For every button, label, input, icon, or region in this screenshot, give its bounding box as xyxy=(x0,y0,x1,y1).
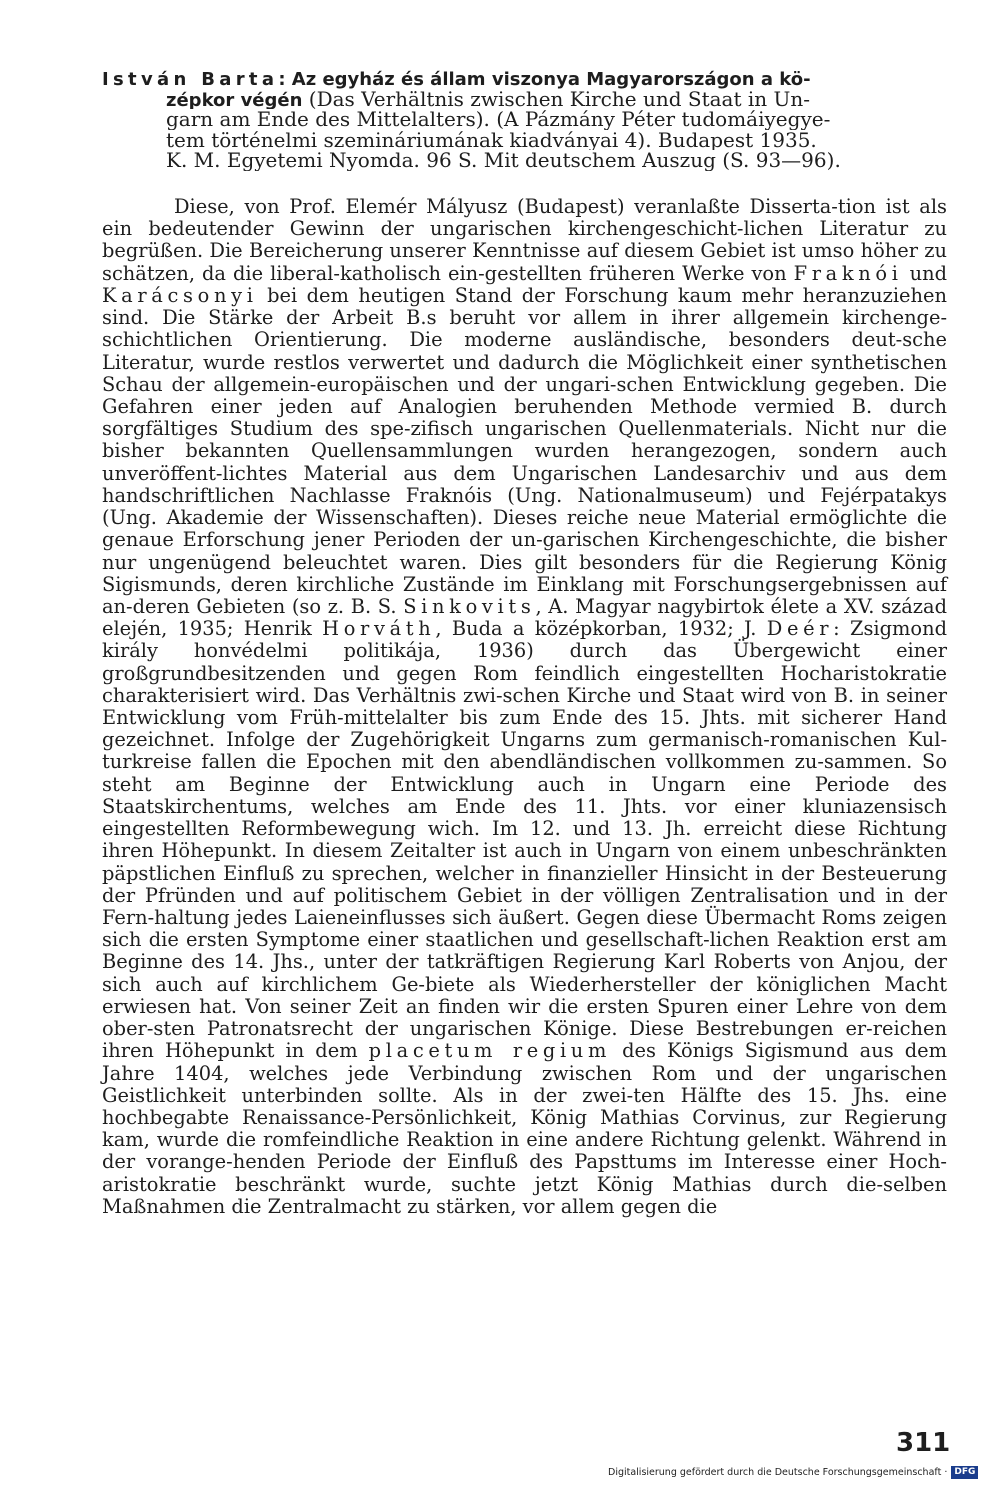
entry-line-1 xyxy=(102,68,948,89)
spaced-name-sinkovits: Sinkovits xyxy=(403,594,536,618)
review-text-6: : Zsigmond király honvédelmi politikája, 1936) durch das Übergewicht einer großgrundbesitzenden und gegen Rom feindlich eingestellten Hocharistokratie charakterisiert wird. Das Verhältnis zwi-schen Kirche und Staat wird von B. in seiner Entwicklung vom Früh-mittelalter bis zum Ende des 15. Jhts. mit sicherer Hand gezeichnet. Infolge der Zugehörigkeit Ungarns zum germanisch-romanischen Kul-turkreise fallen die Epochen mit den abendländischen vollkommen zu-sammen. So steht am Beginne der Entwicklung auch in Ungarn eine Periode des Staatskirchentums, welches am Ende des 11. Jhts. vor einer kluniazensisch eingestellten Reformbewegung wich. Im 12. und 13. Jh. erreicht diese Richtung ihren Höhepunkt. In diesem Zeitalter ist auch in Ungarn von einem unbeschränkten päpstlichen Einfluß zu sprechen, welcher in finanzieller Hinsicht in der Besteuerung der Pfründen und auf politischem Gebiet in der völligen Zentralisation und in der Fern-haltung jedes Laieneinflusses sich äußert. Gegen diese Übermacht Roms zeigen sich die ersten Symptome einer staatlichen und gesellschaft-lichen Reaktion erst am Beginne des 14. Jhs., unter der tatkräftigen Regierung Karl Roberts von Anjou, der sich auch auf kirchlichem Ge-biete als Wiederhersteller der königlichen Macht erwiesen hat. Von seiner Zeit an finden wir die ersten Spuren einer Lehre von dem ober-sten Patronatsrecht der ungarischen Könige. Diese Bestrebungen er-reichen ihren Höhepunkt in dem xyxy=(102,617,948,1063)
spaced-name-karacsonyi: Karácsonyi xyxy=(102,283,258,307)
review-text-7: des Königs Sigismund aus dem Jahre 1404, welches jede Verbindung zwischen Rom und der ungarischen Geistlichkeit unterbinden sollte. Als in der zwei-ten Hälfte des 15. Jhs. eine hochbegabte Renaissance-Persönlichkeit, König Mathias Corvinus, zur Regierung kam, wurde die romfeindliche Reaktion in eine andere Richtung gelenkt. Während in der vorange-henden Periode der Einfluß des Papsttums im Interesse einer Hoch-aristokratie beschränkt wurde, suchte jetzt König Mathias durch die-selben Maßnahmen die Zentralmacht zu stärken, vor allem gegen die xyxy=(102,1039,947,1218)
spaced-name-fraknoi: Fraknói xyxy=(793,261,903,285)
review-text-4: , A. Magyar nagybirtok élete a XV. század elején, 1935; Henrik xyxy=(102,594,947,641)
entry-line-3: garn am Ende des Mittelalters). (A Pázmány Péter tudomáiyegye- xyxy=(166,109,831,130)
author-name: István Barta xyxy=(102,69,279,89)
dfg-logo: DFG xyxy=(951,1466,978,1479)
review-paragraph xyxy=(102,196,947,1218)
review-text-2: und xyxy=(902,261,947,285)
german-translation-part1: (Das Verhältnis zwischen Kirche und Staat in Un- xyxy=(302,88,810,110)
hungarian-title-part1: Az egyház és állam viszonya Magyarországon a kö- xyxy=(291,69,811,89)
colon-separator: : xyxy=(278,69,292,89)
page-number: 311 xyxy=(896,1428,951,1458)
entry-line-2 xyxy=(102,89,948,110)
spaced-name-horvath: Horváth xyxy=(322,617,436,641)
bibliographic-entry xyxy=(102,68,948,171)
entry-line-4: tem történelmi szemináriumának kiadványai 4). Budapest 1935. xyxy=(166,129,817,151)
review-text-3: bei dem heutigen Stand der Forschung kaum mehr heranzuziehen sind. Die Stärke der Arbeit B.s beruht vor allem in ihrer allgemein kirchenge-schichtlichen Orientierung. Die moderne ausländische, besonders deut-sche Literatur, wurde restlos verwertet und dadurch die Möglichkeit einer synthetischen Schau der allgemein-europäischen und der ungari-schen Entwicklung gegeben. Die Gefahren einer jeden auf Analogien beruhenden Methode vermied B. durch sorgfältiges Studium des spe-zifisch ungarischen Quellenmaterials. Nicht nur die bisher bekannten Quellensammlungen wurden herangezogen, sondern auch unveröffent-lichtes Material aus dem Ungarischen Landesarchiv und aus dem handschriftlichen Nachlasse Fraknóis (Ung. Nationalmuseum) und Fejérpatakys (Ung. Akademie der Wissenschaften). Dieses reiche neue Material ermöglichte die genaue Erforschung jener Perioden der un-garischen Kirchengeschichte, die bisher nur ungenügend beleuchtet waren. Dies gilt besonders für die Regierung König Sigismunds, deren kirchliche Zustände im Einklang mit Forschungsergebnissen auf an-deren Gebieten (so z. B. S. xyxy=(102,283,947,618)
review-text-5: , Buda a középkorban, 1932; J. xyxy=(435,617,767,641)
digitization-footer xyxy=(608,1466,978,1479)
hungarian-title-part2: zépkor végén xyxy=(166,89,303,110)
review-text-1: Diese, von Prof. Elemér Mályusz (Budapest) veranlaßte Disserta-tion ist als ein bedeutender Gewinn der ungarischen kirchengeschicht-lichen Literatur zu begrüßen. Die Bereicherung unserer Kenntnisse auf diesem Gebiet ist umso höher zu schätzen, da die liberal-katholisch ein-gestellten früheren Werke von xyxy=(102,195,947,285)
entry-line-5: K. M. Egyetemi Nyomda. 96 S. Mit deutschem Auszug (S. 93—96). xyxy=(166,150,841,171)
review-body xyxy=(102,196,947,1218)
digitization-note: Digitalisierung gefördert durch die Deutsche Forschungsgemeinschaft · xyxy=(608,1467,948,1478)
spaced-name-deer: Deér xyxy=(766,617,834,641)
spaced-term-placetum-regium: placetum regium xyxy=(368,1039,611,1063)
